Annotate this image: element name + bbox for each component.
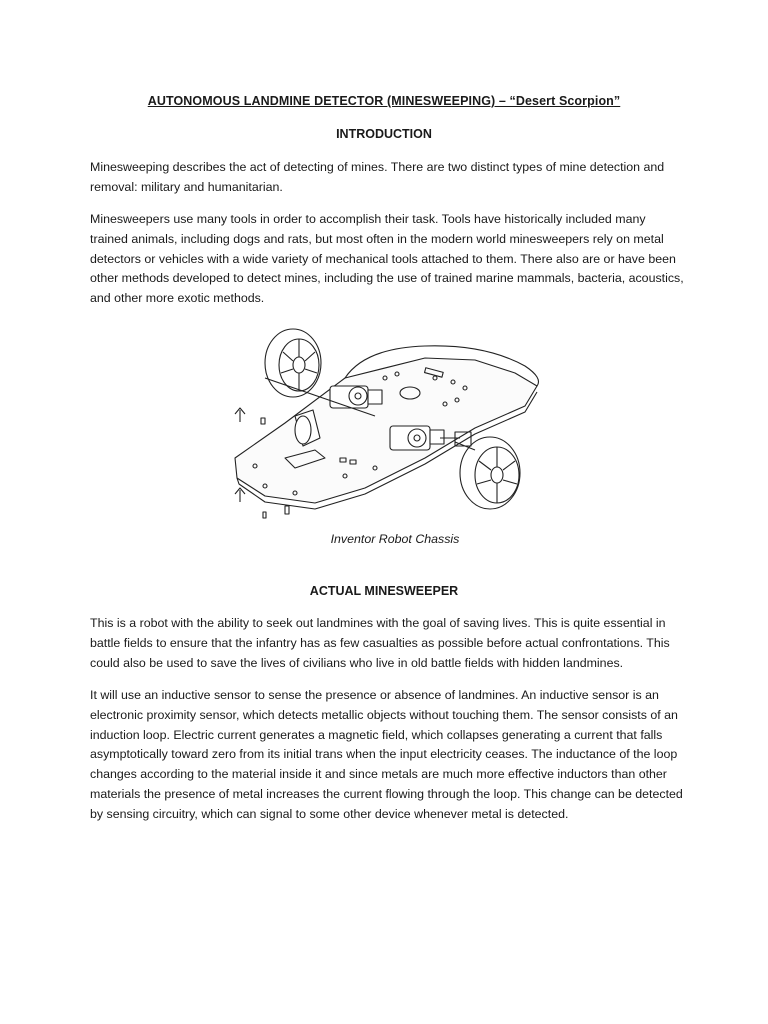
document-title: AUTONOMOUS LANDMINE DETECTOR (MINESWEEPING) – “Desert Scorpion” bbox=[147, 94, 621, 108]
robot-chassis-figure bbox=[225, 318, 565, 524]
section-heading-actual-minesweeper: ACTUAL MINESWEEPER bbox=[309, 584, 459, 598]
robot-chassis-illustration bbox=[225, 318, 565, 524]
section-heading-introduction: INTRODUCTION bbox=[336, 127, 432, 141]
intro-paragraph-2: Minesweepers use many tools in order to accomplish their task. Tools have historically included many trained animals, including dogs and rats, but most often in the modern world minesweepers rely on metal detectors or vehicles with a wide variety of mechanical tools attached to them. There also are or have been other methods developed to detect mines, including the use of trained marine mammals, bacteria, acoustics, and other more exotic methods. bbox=[90, 212, 684, 306]
intro-paragraph-1: Minesweeping describes the act of detecting of mines. There are two distinct types of mine detection and removal: military and humanitarian. bbox=[90, 160, 665, 194]
figure-caption: Inventor Robot Chassis bbox=[330, 532, 460, 546]
minesweeper-paragraph-2: It will use an inductive sensor to sense the presence or absence of landmines. An inductive sensor is an electronic proximity sensor, which detects metallic objects without touching them. The sensor consists of an induction loop. Electric current generates a magnetic field, which collapses generating a current that falls asymptotically toward zero from its initial trans when the input electricity ceases. The inductance of the loop changes according to the material inside it and since metals are much more effective inductors than other materials the presence of metal increases the current flowing through the loop. This change can be detected by sensing circuitry, which can signal to some other device whenever metal is detected. bbox=[90, 688, 683, 821]
minesweeper-paragraph-1: This is a robot with the ability to seek out landmines with the goal of saving lives. This is quite essential in battle fields to ensure that the infantry has as few casualties as possible before actual confrontations. This could also be used to save the lives of civilians who live in old battle fields with hidden landmines. bbox=[90, 616, 670, 670]
